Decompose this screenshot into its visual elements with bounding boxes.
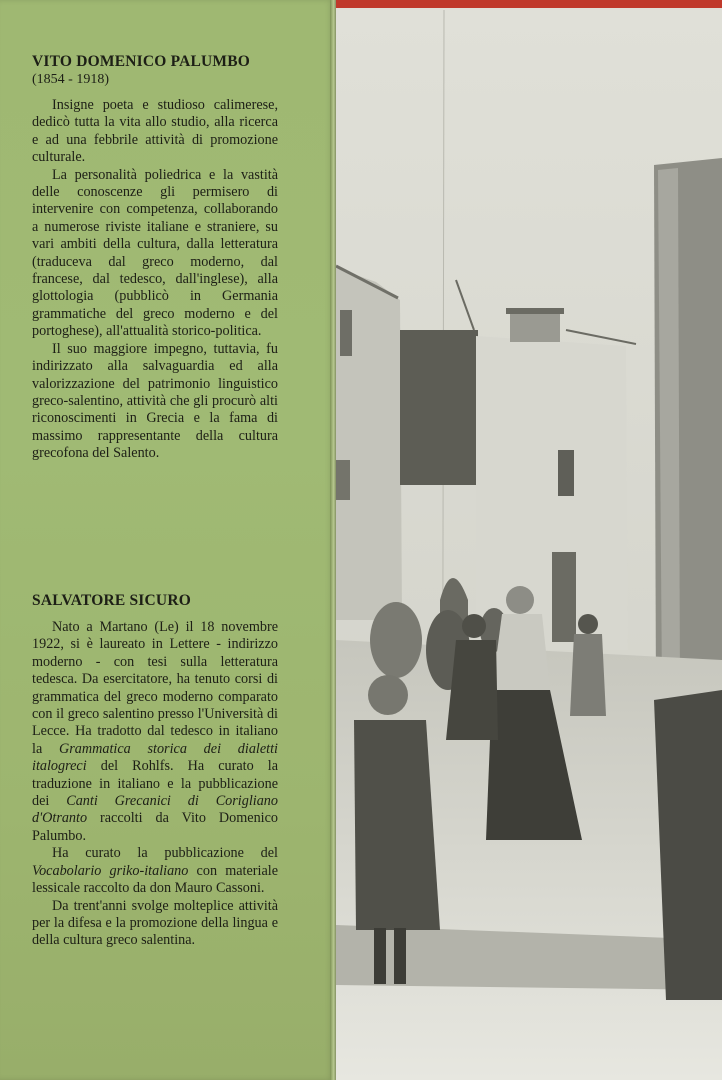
palumbo-paragraph-2: La personalità poliedrica e la vastità delle conoscenze gli permisero di intervenire con competenza, collaborando a numerose riviste italiane e straniere, su vari ambiti della cultura, dalla letteratura (traduceva dal greco moderno, dal francese, dal tedesco, dall'inglese), alla glottologia (pubblicò in Germania grammatiche del greco moderno e del portoghese), all'attualità storico-politica. — [32, 166, 278, 340]
palumbo-paragraph-3: Il suo maggiore impegno, tuttavia, fu indirizzato alla salvaguardia ed alla valorizzazione del patrimonio linguistico greco-salentino, attività che gli procurò alti riconoscimenti in Grecia e la fama di massimo rappresentante della cultura grecofona del Salento. — [32, 340, 278, 462]
palumbo-name: VITO DOMENICO PALUMBO — [32, 53, 251, 70]
sicuro-paragraph-2: Ha curato la pubblicazione del Vocabolario griko-italiano con materiale lessicale raccolto da don Mauro Cassoni. — [32, 845, 278, 897]
historic-street-photo — [336, 0, 722, 1080]
sicuro-paragraph-3: Da trent'anni svolge molteplice attività per la difesa e la promozione della lingua e della cultura greco salentina. — [32, 897, 278, 949]
sicuro-biography — [32, 591, 278, 950]
palumbo-biography — [32, 52, 278, 463]
palumbo-dates: (1854 - 1918) — [32, 72, 109, 87]
biography-panel — [0, 0, 334, 1080]
book-title-grammatica: Grammatica storica dei dialetti italogreci — [32, 740, 278, 775]
book-title-vocabolario: Vocabolario griko-italiano — [32, 862, 189, 879]
palumbo-paragraph-1: Insigne poeta e studioso calimerese, dedicò tutta la vita allo studio, alla ricerca e ad una febbrile attività di promozione culturale. — [32, 97, 278, 166]
book-title-canti: Canti Grecanici di Corigliano d'Otranto — [32, 793, 278, 827]
sicuro-name: SALVATORE SICURO — [32, 592, 191, 609]
sicuro-paragraph-1: Nato a Martano (Le) il 18 novembre 1922, si è laureato in Lettere - indirizzo moderno - con tesi sulla letteratura tedesca. Da esercitatore, ha tenuto corsi di grammatica del greco moderno comparato con il greco salentino presso l'Università di Lecce. Ha tradotto dal tedesco in italiano la Grammatica storica dei dialetti italogreci del Rohlfs. Ha curato la traduzione in italiano e la pubblicazione dei Canti Grecanici di Corigliano d'Otranto raccolti da Vito Domenico Palumbo. — [32, 619, 278, 844]
